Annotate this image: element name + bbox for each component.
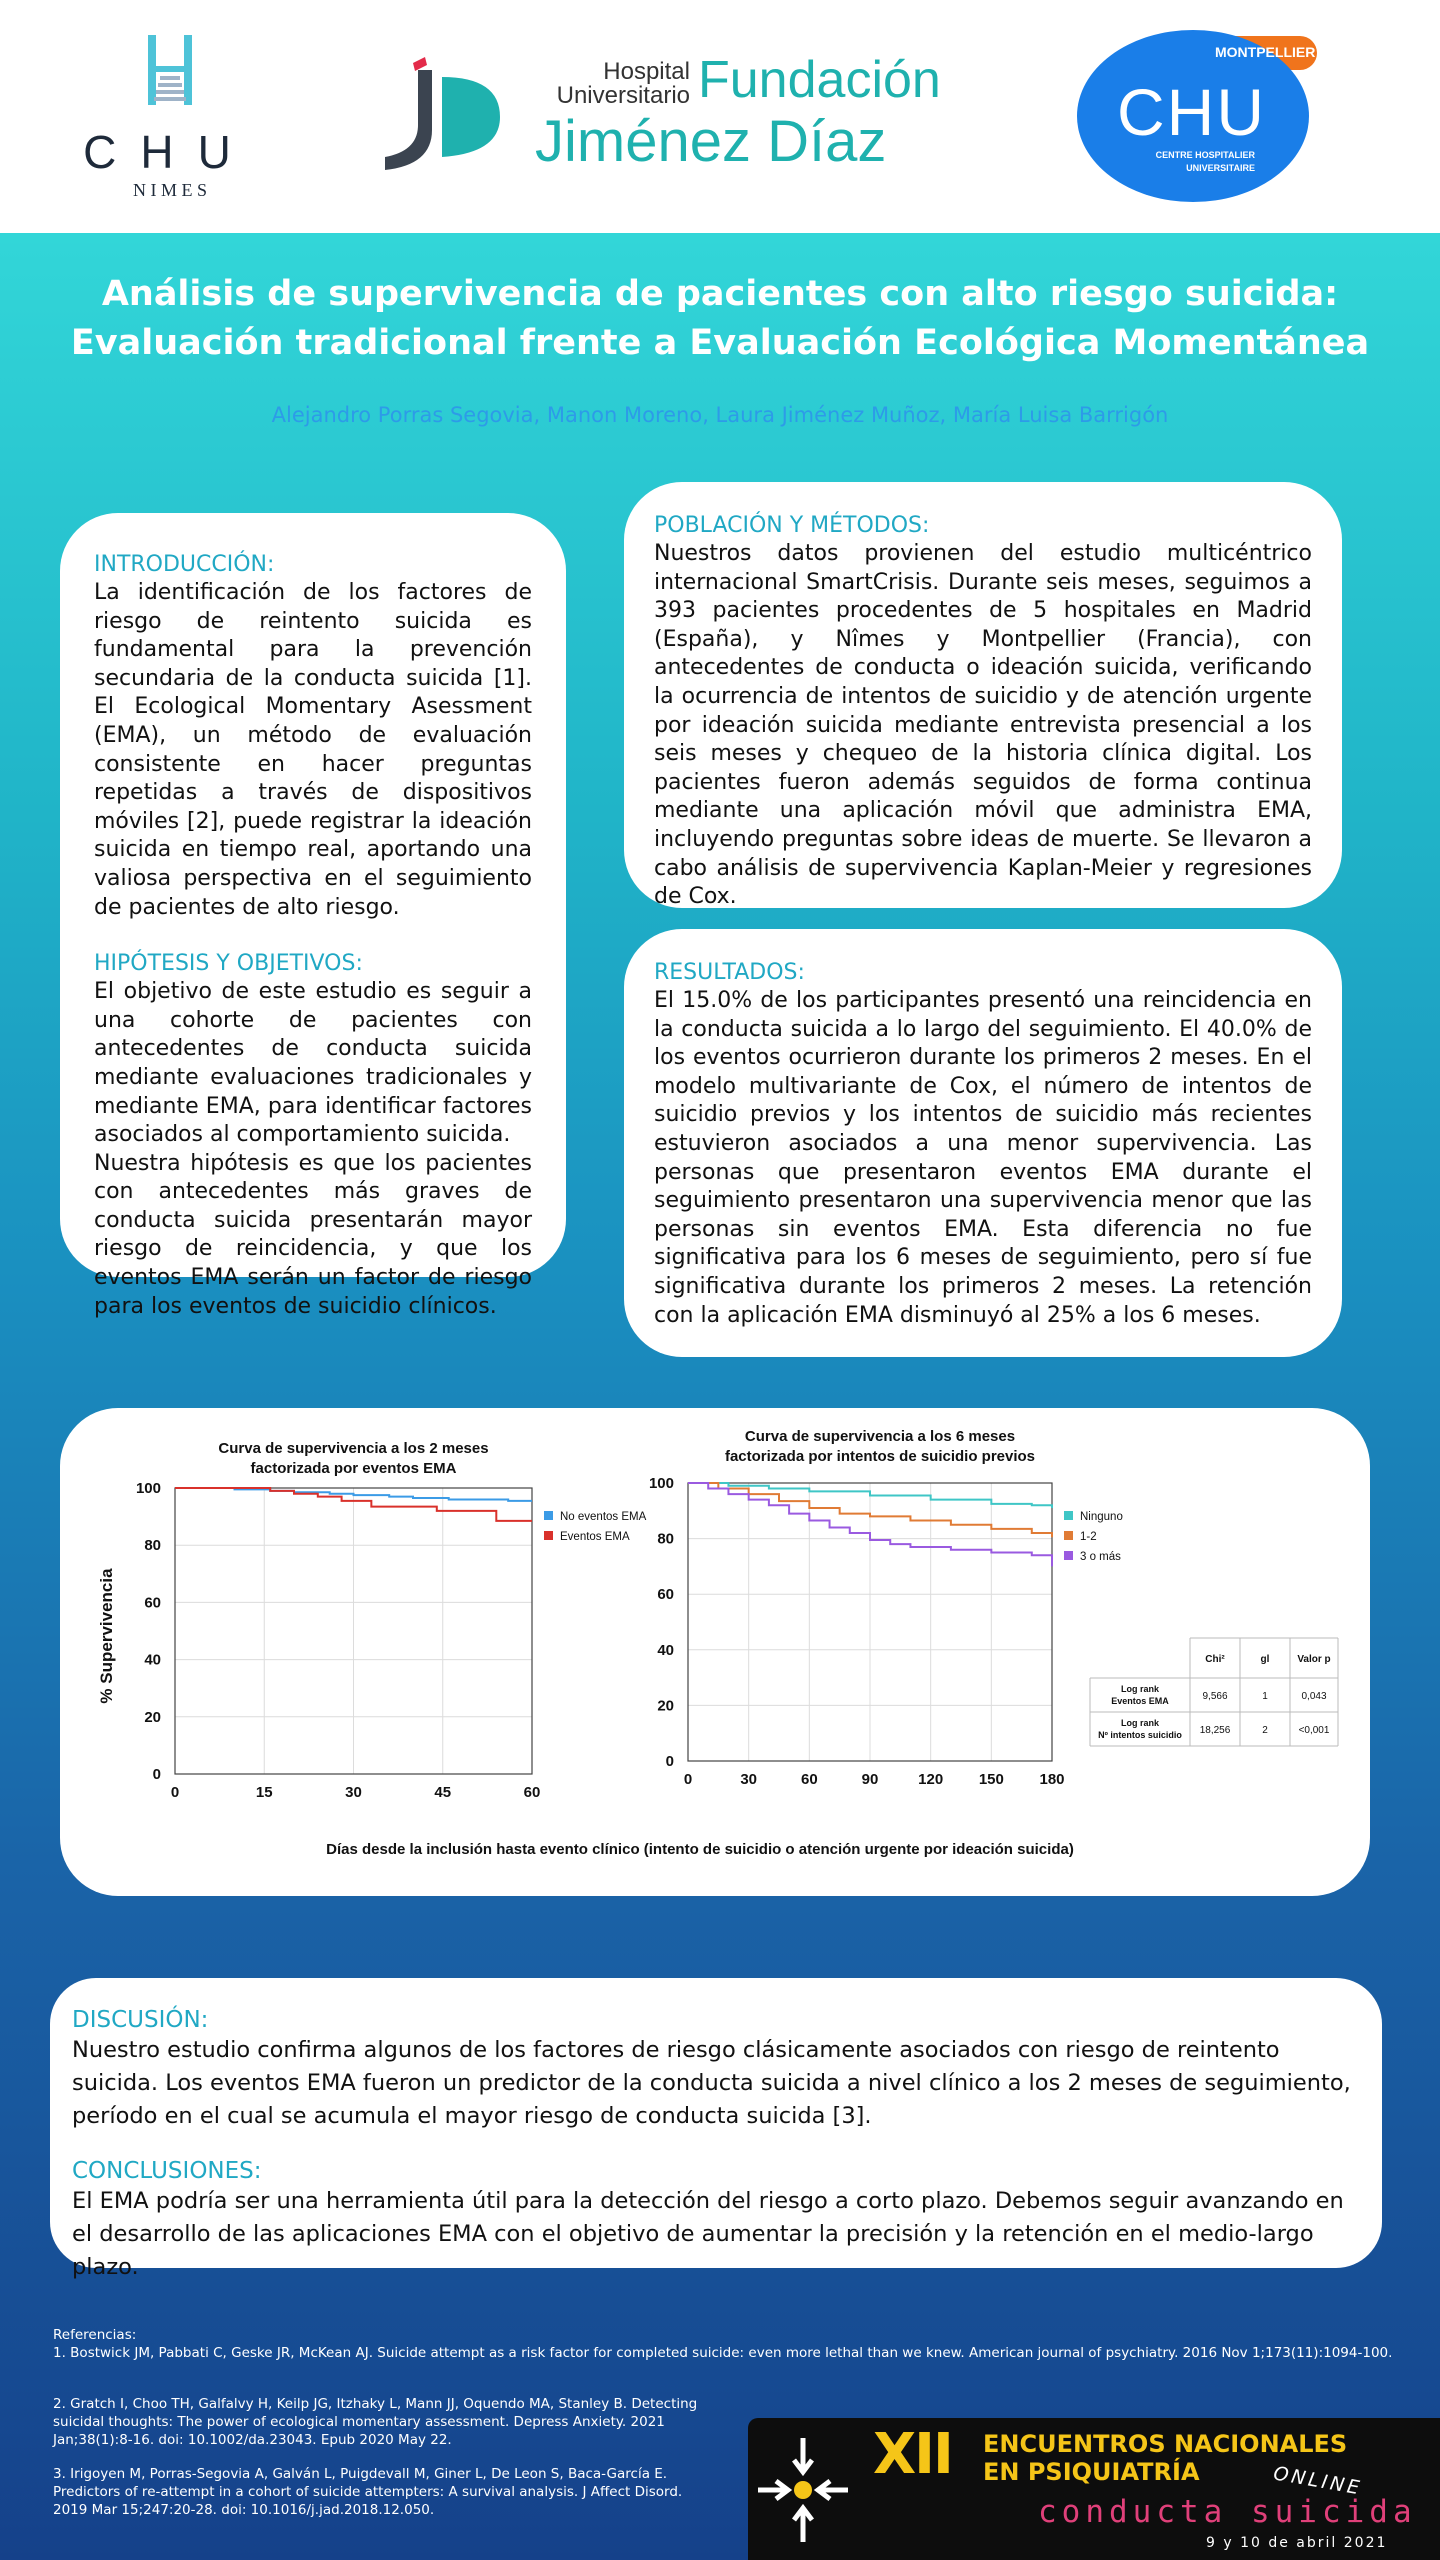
chart-title-line: Curva de supervivencia a los 2 meses [218, 1440, 489, 1457]
discusion-card [50, 1978, 1382, 2280]
charts-card [60, 1408, 1370, 1896]
authors: Alejandro Porras Segovia, Manon Moreno, Laura Jiménez Muñoz, María Luisa Barrigón [271, 403, 1169, 427]
x-tick-label: 180 [1039, 1771, 1065, 1788]
resultados-heading: RESULTADOS: [654, 960, 805, 985]
x-tick-label: 0 [683, 1771, 693, 1788]
poster-title [0, 270, 1440, 368]
legend-swatch [1064, 1531, 1073, 1540]
intro-heading: INTRODUCCIÓN: [94, 552, 275, 577]
y-tick-label: 80 [657, 1530, 674, 1548]
y-tick-label: 60 [144, 1594, 161, 1612]
resultados-card [624, 929, 1342, 1357]
table-cell: Log rank [1120, 1684, 1160, 1694]
y-tick-label: 0 [665, 1753, 674, 1770]
title-line-2: Evaluación tradicional frente a Evaluación Ecológica Momentánea [70, 323, 1370, 363]
congress-topic: conducta suicida [1038, 2494, 1417, 2530]
table-header: Chi² [1205, 1654, 1225, 1665]
x-tick-label: 60 [800, 1771, 818, 1788]
resultados-text: El 15.0% de los participantes presentó una reincidencia en la conducta suicida a lo largo del seguimiento. El 40.0% de los eventos ocurrieron durante los primeros 2 meses. En el modelo multivariante de Cox, el número de intentos de suicidio previos y los intentos de suicidio más recientes estuvieron asociados a una menor supervivencia. Las personas que presentaron eventos EMA durante el seguimiento presentaron una supervivencia menor que las personas sin eventos EMA. Esta diferencia no fue significativa para los 6 meses de seguimiento, pero sí fue significativa durante los primeros 2 meses. La retención con la aplicación EMA disminuyó al 25% a los 6 meses. [654, 988, 1312, 1328]
chart-title-line: factorizada por intentos de suicidio previos [724, 1448, 1036, 1465]
legend-label: No eventos EMA [560, 1511, 647, 1523]
chart-title-line: Curva de supervivencia a los 6 meses [744, 1428, 1016, 1445]
y-tick-label: 20 [657, 1697, 674, 1715]
y-tick-label: 40 [657, 1641, 674, 1659]
table-cell: 1 [1262, 1691, 1268, 1702]
chu-montpellier-chu-text: CHU [1117, 75, 1266, 149]
metodos-heading: POBLACIÓN Y MÉTODOS: [654, 513, 930, 538]
congress-dates: 9 y 10 de abril 2021 [1206, 2535, 1388, 2551]
x-tick-label: 0 [170, 1784, 180, 1801]
y-tick-label: 60 [657, 1586, 674, 1604]
table-cell: 18,256 [1199, 1725, 1231, 1736]
y-tick-label: 0 [152, 1766, 161, 1783]
fjd-hospital-text: Hospital [603, 58, 690, 85]
table-cell: Eventos EMA [1111, 1696, 1169, 1706]
references-heading: Referencias: [53, 2327, 137, 2343]
chu-montpellier-tag-text: MONTPELLIER [1215, 44, 1316, 60]
x-tick-label: 30 [345, 1784, 362, 1801]
metodos-card [624, 482, 1342, 908]
table-cell: Log rank [1120, 1718, 1160, 1728]
conclusiones-heading: CONCLUSIONES: [72, 2158, 262, 2184]
logo-header [0, 0, 1440, 233]
x-tick-label: 30 [740, 1771, 758, 1788]
congress-line-2: EN PSIQUIATRÍA [983, 2458, 1200, 2486]
fjd-emblem-icon [380, 55, 510, 175]
y-tick-label: 100 [135, 1480, 161, 1497]
table-cell: 0,043 [1301, 1691, 1327, 1702]
hipotesis-heading: HIPÓTESIS Y OBJETIVOS: [94, 951, 363, 977]
conclusiones-text: El EMA podría ser una herramienta útil para la detección del riesgo a corto plazo. Debemos seguir avanzando en el desarrollo de las aplicaciones EMA con el objetivo de aumentar la precisión y la retención en el medio-largo plazo. [72, 2188, 1344, 2280]
legend-swatch [544, 1531, 553, 1540]
reference-2: 2. Gratch I, Choo TH, Galfalvy H, Keilp JG, Itzhaky L, Mann JJ, Oquendo MA, Stanley B. Detecting suicidal thoughts: The power of ecological momentary assessment. Depress Anxiety. 2021 Jan;38(1):8-16. doi: 10.1002/da.23043. Epub 2020 May 22. [53, 2396, 698, 2448]
chu-montpellier-line1: CENTRE HOSPITALIER [1155, 150, 1255, 160]
charts-figure [60, 1408, 1370, 1896]
references-cont [53, 2395, 713, 2519]
references [53, 2326, 1423, 2372]
legend-swatch [1064, 1511, 1073, 1520]
x-tick-label: 60 [523, 1784, 541, 1801]
table-header: Valor p [1297, 1654, 1331, 1665]
legend-label: 3 o más [1080, 1551, 1121, 1563]
discusion-heading: DISCUSIÓN: [72, 2007, 209, 2033]
y-tick-label: 80 [144, 1537, 161, 1555]
legend-label: 1-2 [1080, 1531, 1097, 1543]
congress-number: XII [873, 2422, 952, 2487]
fjd-fundacion-text: Fundación [698, 51, 941, 109]
x-tick-label: 150 [978, 1771, 1004, 1788]
chu-nimes-text: CHU [83, 126, 255, 178]
chu-montpellier-logo [1075, 22, 1335, 202]
congress-arrows-icon [758, 2432, 848, 2542]
fjd-logo [380, 50, 940, 180]
x-axis-label: Días desde la inclusión hasta evento clínico (intento de suicidio o atención urgente por ideación suicida) [326, 1841, 1074, 1858]
chu-nimes-logo [70, 30, 270, 210]
title-line-1: Análisis de supervivencia de pacientes con alto riesgo suicida: [101, 274, 1339, 314]
hipotesis-text-1: El objetivo de este estudio es seguir a una cohorte de pacientes con antecedentes de conducta suicida mediante evaluaciones tradicionales y mediante EMA, para identificar factores asociados al comportamiento suicida. [94, 979, 532, 1148]
intro-text: La identificación de los factores de riesgo de reintento suicida es fundamental para la prevención secundaria de la conducta suicida [1]. El Ecological Momentary Asessment (EMA), un método de evaluación consistente en hacer preguntas repetidas a través de dispositivos móviles [2], puede registrar la ideación suicida en tiempo real, aportando una valiosa perspectiva en el seguimiento de pacientes de alto riesgo. [94, 580, 532, 920]
table-cell: 2 [1262, 1725, 1268, 1736]
discusion-text: Nuestro estudio confirma algunos de los factores de riesgo clásicamente asociados con riesgo de reintento suicida. Los eventos EMA fueron un predictor de la conducta suicida a nivel clínico a los 2 meses de seguimiento, período en el cual se acumula el mayor riesgo de conducta suicida [3]. [72, 2037, 1351, 2129]
reference-1: 1. Bostwick JM, Pabbati C, Geske JR, McKean AJ. Suicide attempt as a risk factor for completed suicide: even more lethal than we knew. American journal of psychiatry. 2016 Nov 1;173(11):1094-100. [53, 2345, 1393, 2361]
legend-swatch [544, 1511, 553, 1520]
legend-label: Eventos EMA [560, 1531, 630, 1543]
congress-online: ONLINE [1271, 2462, 1364, 2500]
x-tick-label: 45 [434, 1784, 452, 1801]
fjd-universitario-text: Universitario [556, 82, 690, 109]
legend-swatch [1064, 1551, 1073, 1560]
y-tick-label: 20 [144, 1708, 161, 1726]
fjd-name-text: Jiménez Díaz [535, 109, 887, 174]
hipotesis-text-2: Nuestra hipótesis es que los pacientes con antecedentes más graves de conducta suicida presentarán mayor riesgo de reincidencia, y que los eventos EMA serán un factor de riesgo para los eventos de suicidio clínicos. [94, 1150, 532, 1319]
table-cell: Nº intentos suicidio [1098, 1730, 1182, 1740]
y-tick-label: 40 [144, 1651, 161, 1669]
intro-card [60, 513, 566, 1319]
x-tick-label: 90 [861, 1771, 879, 1788]
table-cell: 9,566 [1202, 1691, 1228, 1702]
chu-montpellier-line2: UNIVERSITAIRE [1186, 163, 1255, 173]
y-tick-label: 100 [648, 1475, 674, 1492]
table-header: gl [1260, 1654, 1270, 1665]
chart-title-line: factorizada por eventos EMA [250, 1460, 457, 1477]
x-tick-label: 15 [255, 1784, 273, 1801]
table-cell: <0,001 [1298, 1725, 1330, 1736]
chu-nimes-city: N I M E S [132, 180, 207, 200]
x-tick-label: 120 [918, 1771, 944, 1788]
metodos-text: Nuestros datos provienen del estudio multicéntrico internacional SmartCrisis. Durante seis meses, seguimos a 393 pacientes procedentes de 5 hospitales en Madrid (España), y Nîmes y Montpellier (Francia), con antecedentes de conducta o ideación suicida, verificando la ocurrencia de intentos de suicidio y de atención urgente por ideación suicida mediante entrevista presencial a los seis meses y chequeo de la historia clínica digital. Los pacientes fueron además seguidos de forma continua mediante una aplicación móvil que administra EMA, incluyendo preguntas sobre ideas de muerte. Se llevaron a cabo análisis de supervivencia Kaplan-Meier y regresiones de Cox. [654, 541, 1312, 910]
legend-label: Ninguno [1080, 1511, 1123, 1523]
reference-3: 3. Irigoyen M, Porras-Segovia A, Galván L, Puigdevall M, Giner L, De Leon S, Baca-García E. Predictors of re-attempt in a cohort of suicide attempters: A survival analysis. J Affect Disord. 2019 Mar 15;247:20-28. doi: 10.1016/j.jad.2018.12.050. [53, 2466, 683, 2518]
congress-line-1: ENCUENTROS NACIONALES [983, 2430, 1348, 2458]
congress-banner [748, 2418, 1440, 2560]
chu-nimes-emblem-icon [70, 30, 270, 130]
y-axis-label: % Supervivencia [97, 1568, 116, 1704]
